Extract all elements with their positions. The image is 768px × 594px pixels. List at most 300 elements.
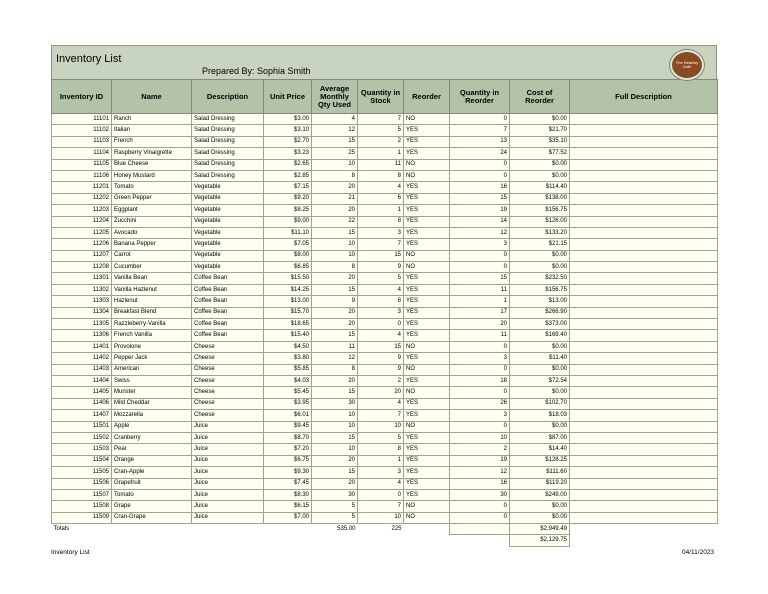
cost-total-secondary[interactable]: $2,129.75 <box>510 535 570 546</box>
cell-description[interactable]: Salad Dressing <box>192 114 264 125</box>
cell-reorder[interactable]: NO <box>404 364 450 375</box>
cell-cost-reorder[interactable]: $128.25 <box>510 455 570 466</box>
cell-qty-stock[interactable]: 2 <box>358 136 404 147</box>
cell-name[interactable]: French Vanilla <box>112 330 192 341</box>
cell-name[interactable]: Breakfast Blend <box>112 307 192 318</box>
cell-full-description[interactable] <box>570 284 718 295</box>
cell-description[interactable]: Vegetable <box>192 262 264 273</box>
cell-reorder[interactable]: NO <box>404 250 450 261</box>
cell-unit-price[interactable]: $15.40 <box>264 330 312 341</box>
cell-qty-reorder[interactable]: 0 <box>450 262 510 273</box>
cell-avg-monthly[interactable]: 20 <box>312 319 358 330</box>
cell-qty-stock[interactable]: 9 <box>358 364 404 375</box>
cell-name[interactable]: Grape <box>112 501 192 512</box>
cell-qty-reorder[interactable]: 0 <box>450 341 510 352</box>
cell-qty-stock[interactable]: 3 <box>358 227 404 238</box>
cell-unit-price[interactable]: $6.75 <box>264 455 312 466</box>
cell-full-description[interactable] <box>570 455 718 466</box>
cell-inventory-id[interactable]: 11503 <box>52 444 112 455</box>
cell-avg-monthly[interactable]: 25 <box>312 148 358 159</box>
cell-reorder[interactable]: YES <box>404 455 450 466</box>
cell-reorder[interactable]: NO <box>404 512 450 523</box>
cell-cost-reorder[interactable]: $0.00 <box>510 250 570 261</box>
cell-description[interactable]: Coffee Bean <box>192 284 264 295</box>
cell-name[interactable]: Razzleberry-Vanilla <box>112 319 192 330</box>
cell-full-description[interactable] <box>570 330 718 341</box>
cell-qty-reorder[interactable]: 0 <box>450 170 510 181</box>
cell-unit-price[interactable]: $7.15 <box>264 182 312 193</box>
cell-avg-monthly[interactable]: 21 <box>312 193 358 204</box>
cell-unit-price[interactable]: $7.45 <box>264 478 312 489</box>
cell-unit-price[interactable]: $5.85 <box>264 364 312 375</box>
col-header-inventory-id[interactable]: Inventory ID <box>52 80 112 114</box>
cell-avg-monthly[interactable]: 20 <box>312 307 358 318</box>
cell-full-description[interactable] <box>570 307 718 318</box>
cell-inventory-id[interactable]: 11105 <box>52 159 112 170</box>
cell-inventory-id[interactable]: 11305 <box>52 319 112 330</box>
cell-inventory-id[interactable]: 11509 <box>52 512 112 523</box>
cell-name[interactable]: Cranberry <box>112 432 192 443</box>
cell-qty-reorder[interactable]: 13 <box>450 136 510 147</box>
cell-qty-stock[interactable]: 4 <box>358 182 404 193</box>
avg-total[interactable]: 535.00 <box>312 524 358 535</box>
cell-unit-price[interactable]: $4.50 <box>264 341 312 352</box>
cell-name[interactable]: Vanilla Bean <box>112 273 192 284</box>
cell-unit-price[interactable]: $8.30 <box>264 489 312 500</box>
cell-description[interactable]: Juice <box>192 467 264 478</box>
cell-qty-reorder[interactable]: 2 <box>450 444 510 455</box>
cell-full-description[interactable] <box>570 387 718 398</box>
cell-unit-price[interactable]: $2.65 <box>264 159 312 170</box>
cell-qty-reorder[interactable]: 11 <box>450 330 510 341</box>
cell-description[interactable]: Cheese <box>192 410 264 421</box>
cell-cost-reorder[interactable]: $11.40 <box>510 353 570 364</box>
cell-description[interactable]: Salad Dressing <box>192 159 264 170</box>
cell-inventory-id[interactable]: 11207 <box>52 250 112 261</box>
cell-cost-reorder[interactable]: $249.00 <box>510 489 570 500</box>
cell-qty-reorder[interactable]: 18 <box>450 375 510 386</box>
cell-qty-reorder[interactable]: 0 <box>450 250 510 261</box>
cell-avg-monthly[interactable]: 30 <box>312 489 358 500</box>
cell-qty-reorder[interactable]: 24 <box>450 148 510 159</box>
cell-avg-monthly[interactable]: 8 <box>312 170 358 181</box>
cell-avg-monthly[interactable]: 10 <box>312 239 358 250</box>
cell-inventory-id[interactable]: 11402 <box>52 353 112 364</box>
cell-avg-monthly[interactable]: 20 <box>312 273 358 284</box>
cell-name[interactable]: Green Pepper <box>112 193 192 204</box>
cell-name[interactable]: Carrot <box>112 250 192 261</box>
cell-cost-reorder[interactable]: $373.00 <box>510 319 570 330</box>
cell-qty-stock[interactable]: 2 <box>358 375 404 386</box>
cell-qty-reorder[interactable]: 15 <box>450 193 510 204</box>
cell-name[interactable]: Pepper Jack <box>112 353 192 364</box>
cell-full-description[interactable] <box>570 489 718 500</box>
cell-name[interactable]: Cran-Apple <box>112 467 192 478</box>
cell-qty-stock[interactable]: 4 <box>358 478 404 489</box>
cell-name[interactable]: Munster <box>112 387 192 398</box>
cell-full-description[interactable] <box>570 239 718 250</box>
cell-description[interactable]: Vegetable <box>192 182 264 193</box>
cell-reorder[interactable]: NO <box>404 387 450 398</box>
cell-reorder[interactable]: YES <box>404 353 450 364</box>
cell-description[interactable]: Salad Dressing <box>192 170 264 181</box>
cell-name[interactable]: Raspberry Vinaigrette <box>112 148 192 159</box>
cell-cost-reorder[interactable]: $14.40 <box>510 444 570 455</box>
cell-description[interactable]: Cheese <box>192 353 264 364</box>
cell-inventory-id[interactable]: 11102 <box>52 125 112 136</box>
cell-qty-reorder[interactable]: 7 <box>450 125 510 136</box>
cell-avg-monthly[interactable]: 20 <box>312 455 358 466</box>
cell-qty-stock[interactable]: 5 <box>358 125 404 136</box>
col-header-unit-price[interactable]: Unit Price <box>264 80 312 114</box>
cell-name[interactable]: Swiss <box>112 375 192 386</box>
cell-cost-reorder[interactable]: $0.00 <box>510 114 570 125</box>
cell-avg-monthly[interactable]: 10 <box>312 421 358 432</box>
cell-qty-stock[interactable]: 9 <box>358 353 404 364</box>
cell-reorder[interactable]: NO <box>404 262 450 273</box>
cell-description[interactable]: Cheese <box>192 398 264 409</box>
cell-cost-reorder[interactable]: $232.50 <box>510 273 570 284</box>
cell-inventory-id[interactable]: 11407 <box>52 410 112 421</box>
cell-full-description[interactable] <box>570 410 718 421</box>
cell-unit-price[interactable]: $6.85 <box>264 262 312 273</box>
cell-avg-monthly[interactable]: 15 <box>312 387 358 398</box>
cell-reorder[interactable]: YES <box>404 410 450 421</box>
cell-qty-stock[interactable]: 8 <box>358 170 404 181</box>
cell-description[interactable]: Coffee Bean <box>192 296 264 307</box>
cell-inventory-id[interactable]: 11201 <box>52 182 112 193</box>
cell-unit-price[interactable]: $2.85 <box>264 170 312 181</box>
cell-description[interactable]: Juice <box>192 489 264 500</box>
cell-description[interactable]: Vegetable <box>192 239 264 250</box>
cell-reorder[interactable]: YES <box>404 296 450 307</box>
cell-qty-stock[interactable]: 5 <box>358 432 404 443</box>
cell-reorder[interactable]: YES <box>404 432 450 443</box>
cell-reorder[interactable]: YES <box>404 239 450 250</box>
cell-full-description[interactable] <box>570 273 718 284</box>
cell-unit-price[interactable]: $3.10 <box>264 125 312 136</box>
cell-reorder[interactable]: NO <box>404 501 450 512</box>
cell-description[interactable]: Juice <box>192 455 264 466</box>
cell-unit-price[interactable]: $9.20 <box>264 193 312 204</box>
cell-qty-stock[interactable]: 3 <box>358 307 404 318</box>
cell-full-description[interactable] <box>570 467 718 478</box>
cell-description[interactable]: Juice <box>192 512 264 523</box>
cell-description[interactable]: Juice <box>192 432 264 443</box>
cell-inventory-id[interactable]: 11104 <box>52 148 112 159</box>
cell-full-description[interactable] <box>570 319 718 330</box>
cell-avg-monthly[interactable]: 15 <box>312 284 358 295</box>
cell-qty-stock[interactable]: 7 <box>358 501 404 512</box>
cell-name[interactable]: Grapefruit <box>112 478 192 489</box>
cell-full-description[interactable] <box>570 262 718 273</box>
cell-name[interactable]: Honey Mustard <box>112 170 192 181</box>
cell-description[interactable]: Coffee Bean <box>192 319 264 330</box>
cell-cost-reorder[interactable]: $77.52 <box>510 148 570 159</box>
cell-qty-stock[interactable]: 1 <box>358 205 404 216</box>
cell-full-description[interactable] <box>570 444 718 455</box>
cell-avg-monthly[interactable]: 15 <box>312 136 358 147</box>
cell-full-description[interactable] <box>570 432 718 443</box>
cell-name[interactable]: Eggplant <box>112 205 192 216</box>
cell-qty-reorder[interactable]: 14 <box>450 216 510 227</box>
cell-avg-monthly[interactable]: 15 <box>312 227 358 238</box>
cell-qty-reorder[interactable]: 15 <box>450 273 510 284</box>
cell-avg-monthly[interactable]: 30 <box>312 398 358 409</box>
cell-qty-reorder[interactable]: 0 <box>450 387 510 398</box>
cell-inventory-id[interactable]: 11404 <box>52 375 112 386</box>
cell-unit-price[interactable]: $11.10 <box>264 227 312 238</box>
cell-qty-stock[interactable]: 8 <box>358 216 404 227</box>
cell-full-description[interactable] <box>570 216 718 227</box>
cell-qty-reorder[interactable]: 3 <box>450 239 510 250</box>
cell-full-description[interactable] <box>570 136 718 147</box>
cell-unit-price[interactable]: $7.00 <box>264 512 312 523</box>
cell-reorder[interactable]: YES <box>404 227 450 238</box>
cell-reorder[interactable]: YES <box>404 193 450 204</box>
cell-qty-stock[interactable]: 10 <box>358 421 404 432</box>
cell-name[interactable]: Italian <box>112 125 192 136</box>
cell-qty-reorder[interactable]: 0 <box>450 114 510 125</box>
cell-description[interactable]: Juice <box>192 421 264 432</box>
cell-qty-reorder[interactable]: 19 <box>450 455 510 466</box>
cell-reorder[interactable]: YES <box>404 319 450 330</box>
cell-reorder[interactable]: YES <box>404 330 450 341</box>
cell-qty-reorder[interactable]: 0 <box>450 421 510 432</box>
cell-inventory-id[interactable]: 11301 <box>52 273 112 284</box>
cell-qty-reorder[interactable]: 12 <box>450 227 510 238</box>
cell-name[interactable]: Banana Pepper <box>112 239 192 250</box>
cell-name[interactable]: Zucchini <box>112 216 192 227</box>
cell-inventory-id[interactable]: 11502 <box>52 432 112 443</box>
cell-cost-reorder[interactable]: $102.70 <box>510 398 570 409</box>
cell-description[interactable]: Cheese <box>192 341 264 352</box>
cell-inventory-id[interactable]: 11504 <box>52 455 112 466</box>
cell-description[interactable]: Salad Dressing <box>192 136 264 147</box>
cell-qty-stock[interactable]: 4 <box>358 284 404 295</box>
cell-description[interactable]: Coffee Bean <box>192 273 264 284</box>
cell-inventory-id[interactable]: 11508 <box>52 501 112 512</box>
cell-reorder[interactable]: NO <box>404 170 450 181</box>
cell-avg-monthly[interactable]: 10 <box>312 159 358 170</box>
cell-unit-price[interactable]: $6.01 <box>264 410 312 421</box>
cell-unit-price[interactable]: $5.45 <box>264 387 312 398</box>
cell-unit-price[interactable]: $9.30 <box>264 467 312 478</box>
cell-cost-reorder[interactable]: $266.90 <box>510 307 570 318</box>
cell-qty-reorder[interactable]: 17 <box>450 307 510 318</box>
cell-qty-reorder[interactable]: 0 <box>450 159 510 170</box>
cell-avg-monthly[interactable]: 22 <box>312 216 358 227</box>
cell-full-description[interactable] <box>570 159 718 170</box>
cell-qty-stock[interactable]: 5 <box>358 273 404 284</box>
cell-name[interactable]: Provolone <box>112 341 192 352</box>
cell-qty-reorder[interactable]: 16 <box>450 478 510 489</box>
cell-cost-reorder[interactable]: $0.00 <box>510 170 570 181</box>
cell-description[interactable]: Juice <box>192 444 264 455</box>
cell-qty-stock[interactable]: 3 <box>358 467 404 478</box>
cell-description[interactable]: Coffee Bean <box>192 307 264 318</box>
cell-cost-reorder[interactable]: $119.20 <box>510 478 570 489</box>
cell-description[interactable]: Juice <box>192 501 264 512</box>
cell-qty-stock[interactable]: 9 <box>358 262 404 273</box>
cell-description[interactable]: Vegetable <box>192 216 264 227</box>
cell-avg-monthly[interactable]: 15 <box>312 330 358 341</box>
cell-qty-reorder[interactable]: 10 <box>450 432 510 443</box>
cost-total[interactable]: $2,949.49 <box>510 524 570 535</box>
cell-reorder[interactable]: YES <box>404 205 450 216</box>
cell-unit-price[interactable]: $3.23 <box>264 148 312 159</box>
cell-cost-reorder[interactable]: $111.60 <box>510 467 570 478</box>
cell-full-description[interactable] <box>570 114 718 125</box>
cell-avg-monthly[interactable]: 5 <box>312 501 358 512</box>
cell-full-description[interactable] <box>570 296 718 307</box>
cell-qty-stock[interactable]: 7 <box>358 410 404 421</box>
cell-inventory-id[interactable]: 11205 <box>52 227 112 238</box>
cell-reorder[interactable]: NO <box>404 421 450 432</box>
cell-inventory-id[interactable]: 11505 <box>52 467 112 478</box>
cell-cost-reorder[interactable]: $0.00 <box>510 512 570 523</box>
cell-qty-reorder[interactable]: 3 <box>450 353 510 364</box>
cell-inventory-id[interactable]: 11401 <box>52 341 112 352</box>
cell-full-description[interactable] <box>570 398 718 409</box>
cell-reorder[interactable]: YES <box>404 467 450 478</box>
cell-qty-stock[interactable]: 10 <box>358 512 404 523</box>
cell-avg-monthly[interactable]: 12 <box>312 353 358 364</box>
cell-reorder[interactable]: YES <box>404 398 450 409</box>
cell-name[interactable]: Pear <box>112 444 192 455</box>
cell-full-description[interactable] <box>570 182 718 193</box>
cell-description[interactable]: Vegetable <box>192 205 264 216</box>
cell-reorder[interactable]: YES <box>404 125 450 136</box>
cell-name[interactable]: Mild Cheddar <box>112 398 192 409</box>
cell-inventory-id[interactable]: 11101 <box>52 114 112 125</box>
cell-inventory-id[interactable]: 11303 <box>52 296 112 307</box>
cell-full-description[interactable] <box>570 125 718 136</box>
cell-reorder[interactable]: YES <box>404 478 450 489</box>
cell-qty-reorder[interactable]: 3 <box>450 410 510 421</box>
cell-unit-price[interactable]: $13.00 <box>264 296 312 307</box>
cell-inventory-id[interactable]: 11306 <box>52 330 112 341</box>
cell-description[interactable]: Vegetable <box>192 193 264 204</box>
cell-inventory-id[interactable]: 11501 <box>52 421 112 432</box>
cell-cost-reorder[interactable]: $72.54 <box>510 375 570 386</box>
cell-avg-monthly[interactable]: 8 <box>312 262 358 273</box>
cell-full-description[interactable] <box>570 375 718 386</box>
cell-name[interactable]: Tomato <box>112 182 192 193</box>
col-header-description[interactable]: Description <box>192 80 264 114</box>
col-header-qty-reorder[interactable]: Quantity in Reorder <box>450 80 510 114</box>
cell-cost-reorder[interactable]: $0.00 <box>510 501 570 512</box>
cell-name[interactable]: Blue Cheese <box>112 159 192 170</box>
cell-description[interactable]: Salad Dressing <box>192 125 264 136</box>
cell-name[interactable]: Orange <box>112 455 192 466</box>
cell-qty-stock[interactable]: 0 <box>358 489 404 500</box>
cell-unit-price[interactable]: $3.80 <box>264 353 312 364</box>
cell-inventory-id[interactable]: 11406 <box>52 398 112 409</box>
cell-cost-reorder[interactable]: $0.00 <box>510 387 570 398</box>
cell-inventory-id[interactable]: 11206 <box>52 239 112 250</box>
col-header-avg-monthly[interactable]: Average Monthly Qty Used <box>312 80 358 114</box>
cell-qty-stock[interactable]: 20 <box>358 387 404 398</box>
cell-cost-reorder[interactable]: $138.00 <box>510 193 570 204</box>
cell-qty-reorder[interactable]: 0 <box>450 512 510 523</box>
cell-full-description[interactable] <box>570 250 718 261</box>
cell-unit-price[interactable]: $2.70 <box>264 136 312 147</box>
cell-unit-price[interactable]: $14.25 <box>264 284 312 295</box>
cell-inventory-id[interactable]: 11202 <box>52 193 112 204</box>
cell-name[interactable]: French <box>112 136 192 147</box>
cell-reorder[interactable]: NO <box>404 114 450 125</box>
cell-avg-monthly[interactable]: 15 <box>312 467 358 478</box>
cell-name[interactable]: Apple <box>112 421 192 432</box>
stock-total[interactable]: 225 <box>358 524 404 535</box>
cell-full-description[interactable] <box>570 341 718 352</box>
cell-name[interactable]: American <box>112 364 192 375</box>
cell-cost-reorder[interactable]: $126.00 <box>510 216 570 227</box>
col-header-name[interactable]: Name <box>112 80 192 114</box>
col-header-reorder[interactable]: Reorder <box>404 80 450 114</box>
cell-avg-monthly[interactable]: 15 <box>312 432 358 443</box>
col-header-qty-stock[interactable]: Quantity in Stock <box>358 80 404 114</box>
cell-cost-reorder[interactable]: $21.15 <box>510 239 570 250</box>
cell-avg-monthly[interactable]: 20 <box>312 182 358 193</box>
cell-description[interactable]: Cheese <box>192 387 264 398</box>
cell-description[interactable]: Cheese <box>192 364 264 375</box>
cell-inventory-id[interactable]: 11204 <box>52 216 112 227</box>
cell-inventory-id[interactable]: 11106 <box>52 170 112 181</box>
cell-avg-monthly[interactable]: 20 <box>312 478 358 489</box>
cell-qty-reorder[interactable]: 26 <box>450 398 510 409</box>
cell-qty-reorder[interactable]: 20 <box>450 319 510 330</box>
cell-qty-stock[interactable]: 8 <box>358 296 404 307</box>
cell-qty-reorder[interactable]: 11 <box>450 284 510 295</box>
cell-cost-reorder[interactable]: $114.40 <box>510 182 570 193</box>
cell-name[interactable]: Cran-Grape <box>112 512 192 523</box>
cell-unit-price[interactable]: $15.70 <box>264 307 312 318</box>
cell-qty-stock[interactable]: 1 <box>358 148 404 159</box>
cell-unit-price[interactable]: $8.70 <box>264 432 312 443</box>
cell-inventory-id[interactable]: 11208 <box>52 262 112 273</box>
cell-description[interactable]: Vegetable <box>192 250 264 261</box>
cell-inventory-id[interactable]: 11103 <box>52 136 112 147</box>
cell-inventory-id[interactable]: 11507 <box>52 489 112 500</box>
cell-unit-price[interactable]: $6.15 <box>264 501 312 512</box>
cell-cost-reorder[interactable]: $18.03 <box>510 410 570 421</box>
cell-reorder[interactable]: YES <box>404 444 450 455</box>
cell-description[interactable]: Juice <box>192 478 264 489</box>
cell-reorder[interactable]: YES <box>404 136 450 147</box>
cell-cost-reorder[interactable]: $0.00 <box>510 364 570 375</box>
cell-reorder[interactable]: YES <box>404 273 450 284</box>
cell-inventory-id[interactable]: 11405 <box>52 387 112 398</box>
cell-reorder[interactable]: YES <box>404 284 450 295</box>
cell-full-description[interactable] <box>570 364 718 375</box>
cell-description[interactable]: Coffee Bean <box>192 330 264 341</box>
cell-full-description[interactable] <box>570 227 718 238</box>
col-header-cost-reorder[interactable]: Cost of Reorder <box>510 80 570 114</box>
cell-reorder[interactable]: NO <box>404 159 450 170</box>
cell-avg-monthly[interactable]: 20 <box>312 375 358 386</box>
cell-avg-monthly[interactable]: 8 <box>312 364 358 375</box>
cell-cost-reorder[interactable]: $169.40 <box>510 330 570 341</box>
cell-unit-price[interactable]: $7.20 <box>264 444 312 455</box>
cell-full-description[interactable] <box>570 501 718 512</box>
cell-unit-price[interactable]: $8.25 <box>264 205 312 216</box>
cell-description[interactable]: Salad Dressing <box>192 148 264 159</box>
cell-description[interactable]: Cheese <box>192 375 264 386</box>
cell-cost-reorder[interactable]: $35.10 <box>510 136 570 147</box>
cell-avg-monthly[interactable]: 10 <box>312 410 358 421</box>
